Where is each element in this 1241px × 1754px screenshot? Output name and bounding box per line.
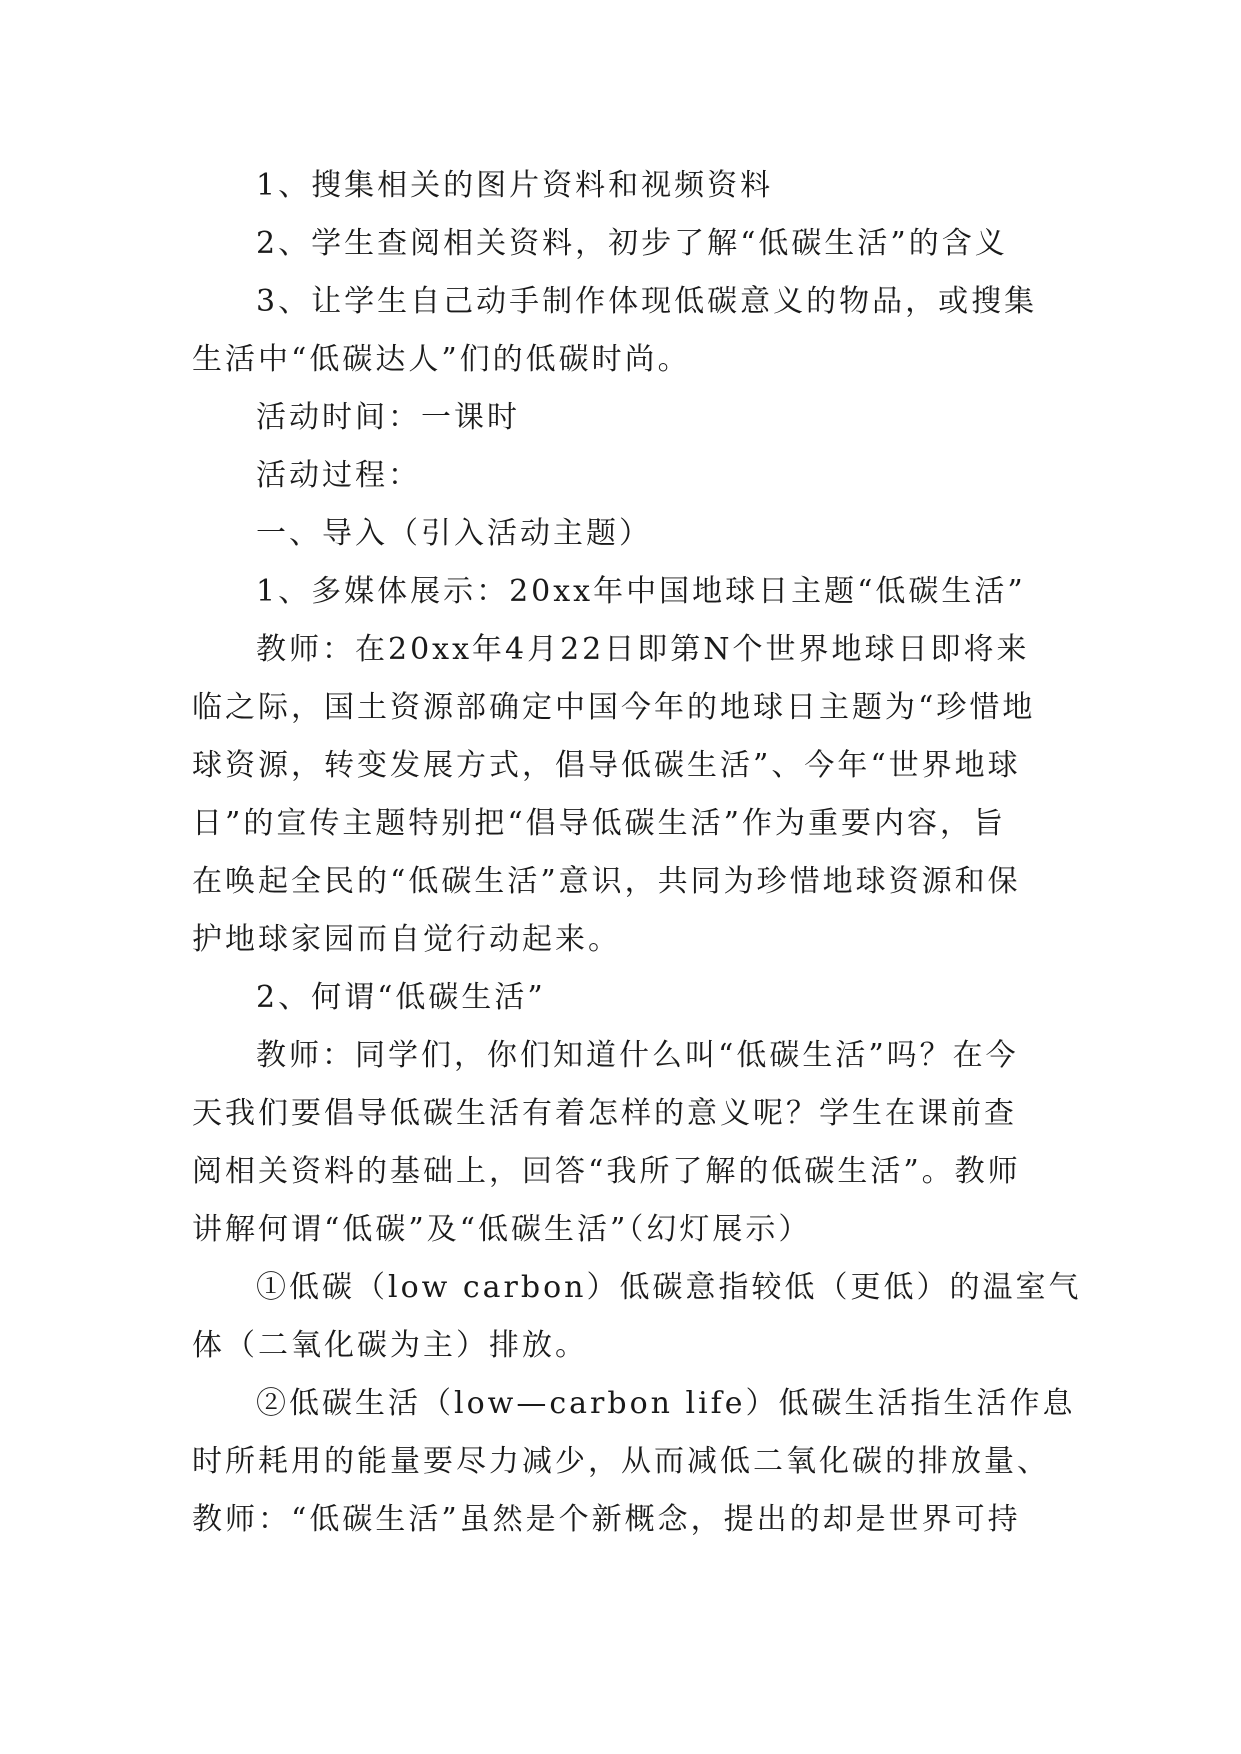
text-line: 天我们要倡导低碳生活有着怎样的意义呢？学生在课前查 <box>192 1096 1017 1131</box>
text-line: 1、多媒体展示：20xx年中国地球日主题“低碳生活” <box>256 574 1026 609</box>
text-line: 阅相关资料的基础上，回答“我所了解的低碳生活”。教师 <box>192 1154 1021 1189</box>
text-line: 1、搜集相关的图片资料和视频资料 <box>256 168 774 203</box>
text-line: ①低碳（low carbon）低碳意指较低（更低）的温室气 <box>256 1270 1082 1305</box>
text-line: 球资源，转变发展方式，倡导低碳生活”、今年“世界地球 <box>192 748 1021 783</box>
text-line: 体（二氧化碳为主）排放。 <box>192 1328 588 1363</box>
text-line: 3、让学生自己动手制作体现低碳意义的物品，或搜集 <box>256 284 1038 319</box>
text-line: 在唤起全民的“低碳生活”意识，共同为珍惜地球资源和保 <box>192 864 1021 899</box>
text-line: 日”的宣传主题特别把“倡导低碳生活”作为重要内容，旨 <box>192 806 1007 841</box>
text-line: 生活中“低碳达人”们的低碳时尚。 <box>192 342 691 377</box>
text-line: 护地球家园而自觉行动起来。 <box>192 922 621 957</box>
text-line: 活动过程： <box>256 458 421 493</box>
text-line: 教师：“低碳生活”虽然是个新概念，提出的却是世界可持 <box>192 1502 1021 1537</box>
text-line: 教师：同学们，你们知道什么叫“低碳生活”吗？在今 <box>256 1038 1019 1073</box>
text-line: 2、何谓“低碳生活” <box>256 980 546 1015</box>
text-line: 活动时间：一课时 <box>256 400 520 435</box>
text-line: 讲解何谓“低碳”及“低碳生活”（幻灯展示） <box>192 1212 812 1247</box>
text-line: 临之际，国土资源部确定中国今年的地球日主题为“珍惜地 <box>192 690 1036 725</box>
text-line: ②低碳生活（low—carbon life）低碳生活指生活作息 <box>256 1386 1076 1421</box>
section-heading: 一、导入（引入活动主题） <box>256 516 652 551</box>
text-line: 教师：在20xx年4月22日即第N个世界地球日即将来 <box>256 632 1030 667</box>
text-line: 2、学生查阅相关资料，初步了解“低碳生活”的含义 <box>256 226 1008 261</box>
text-line: 时所耗用的能量要尽力减少，从而减低二氧化碳的排放量、 <box>192 1444 1050 1479</box>
